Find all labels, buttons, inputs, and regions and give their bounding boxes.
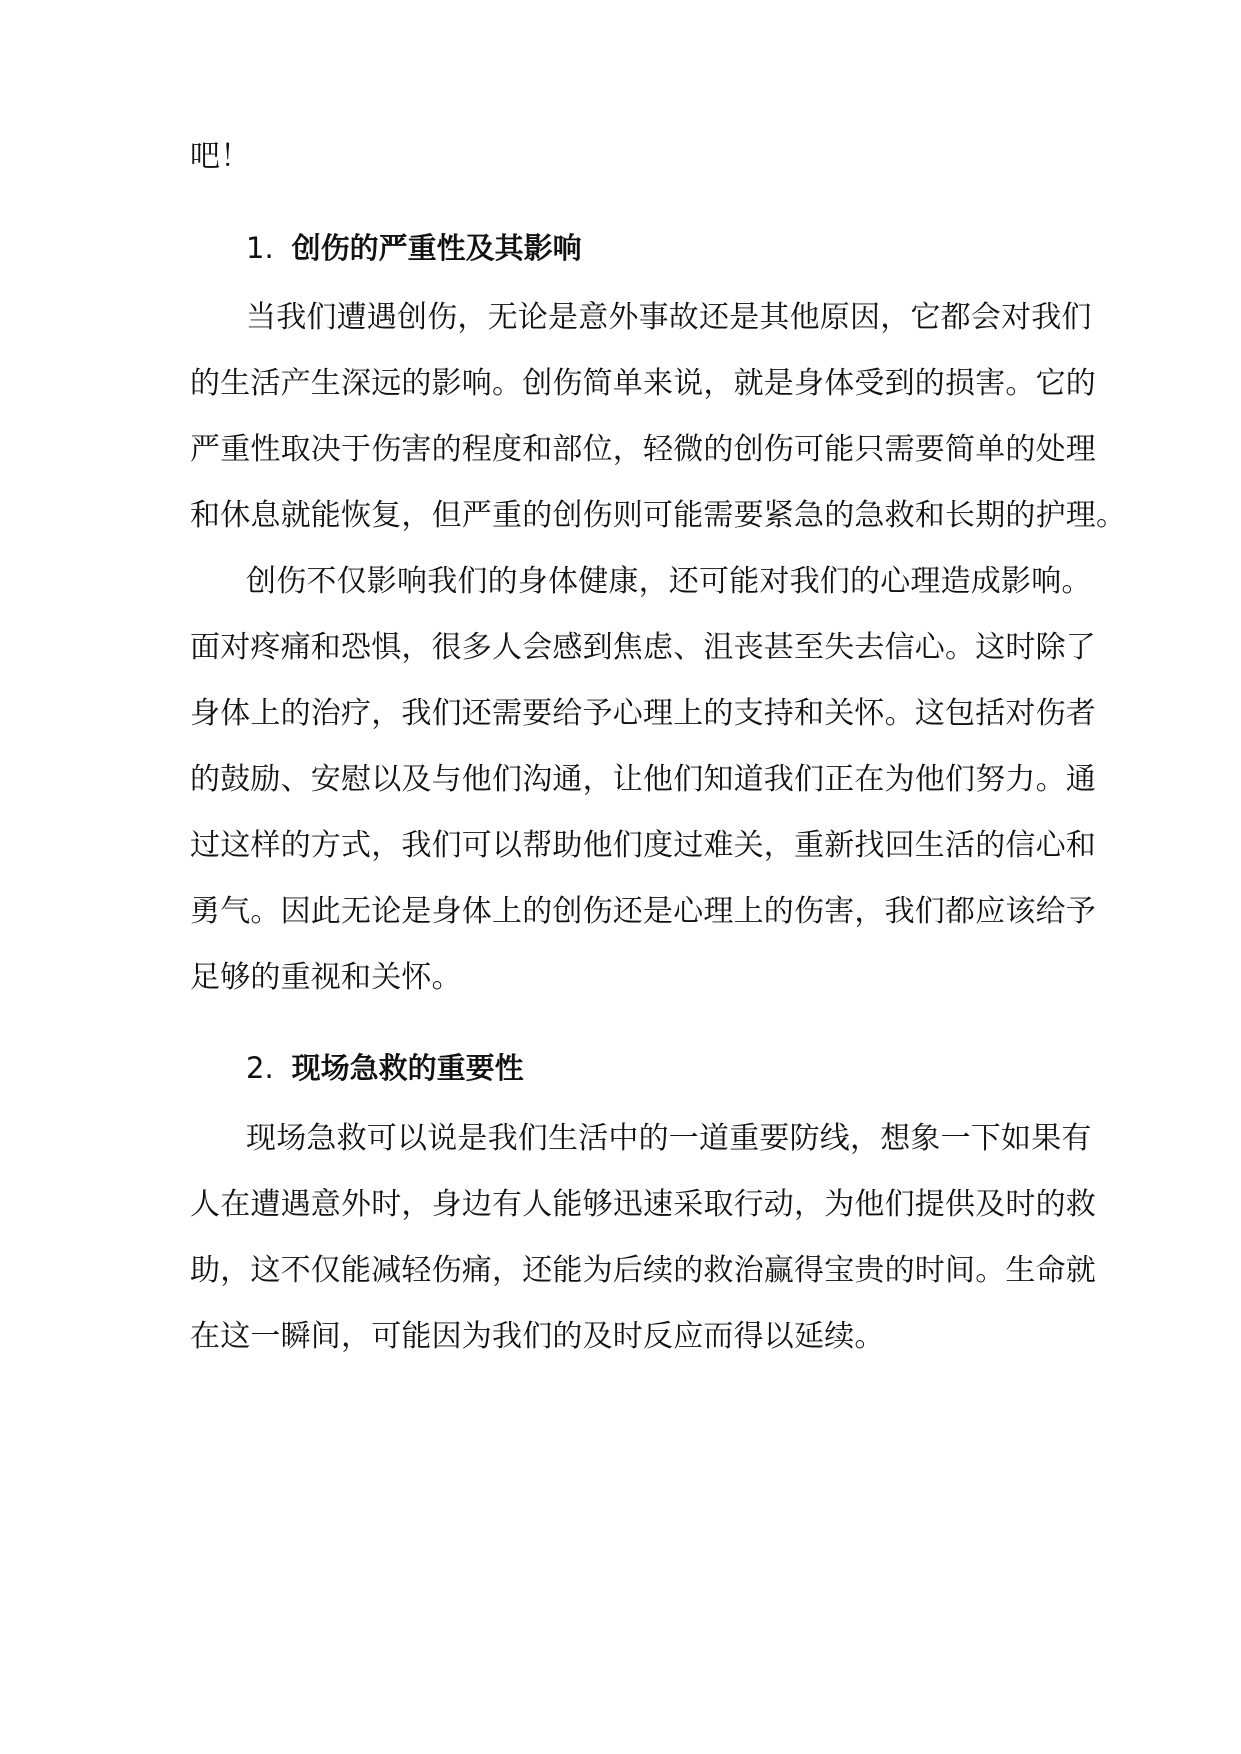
paragraph-line: 人在遭遇意外时，身边有人能够迅速采取行动，为他们提供及时的救: [190, 1187, 1096, 1222]
paragraph-line: 在这一瞬间，可能因为我们的及时反应而得以延续。: [190, 1319, 885, 1354]
section-1-title: 创伤的严重性及其影响: [291, 231, 582, 265]
paragraph-line: 的鼓励、安慰以及与他们沟通，让他们知道我们正在为他们努力。通: [190, 762, 1096, 797]
paragraph-line: 过这样的方式，我们可以帮助他们度过难关，重新找回生活的信心和: [190, 828, 1096, 863]
paragraph-line: 面对疼痛和恐惧，很多人会感到焦虑、沮丧甚至失去信心。这时除了: [190, 630, 1096, 665]
paragraph-line: 和休息就能恢复，但严重的创伤则可能需要紧急的急救和长期的护理。: [190, 498, 1127, 533]
section-2-title: 现场急救的重要性: [291, 1051, 524, 1085]
paragraph-line: 助，这不仅能减轻伤痛，还能为后续的救治赢得宝贵的时间。生命就: [190, 1253, 1096, 1288]
section-1-number: 1.: [246, 231, 274, 265]
paragraph-line: 严重性取决于伤害的程度和部位，轻微的创伤可能只需要简单的处理: [190, 432, 1096, 467]
paragraph-line: 的生活产生深远的影响。创伤简单来说，就是身体受到的损害。它的: [190, 366, 1096, 401]
paragraph-line: 创伤不仅影响我们的身体健康，还可能对我们的心理造成影响。: [246, 564, 1092, 599]
section-2-heading: [246, 1048, 524, 1088]
section-2-number: 2.: [246, 1051, 274, 1085]
paragraph-line: 勇气。因此无论是身体上的创伤还是心理上的伤害，我们都应该给予: [190, 894, 1096, 929]
section-1-heading: [246, 228, 582, 268]
intro-tail-text: 吧！: [190, 139, 251, 174]
paragraph-line: 身体上的治疗，我们还需要给予心理上的支持和关怀。这包括对伤者: [190, 696, 1096, 731]
paragraph-line: 当我们遭遇创伤，无论是意外事故还是其他原因，它都会对我们: [246, 300, 1092, 335]
paragraph-line: 现场急救可以说是我们生活中的一道重要防线，想象一下如果有: [246, 1121, 1092, 1156]
paragraph-line: 足够的重视和关怀。: [190, 960, 462, 995]
